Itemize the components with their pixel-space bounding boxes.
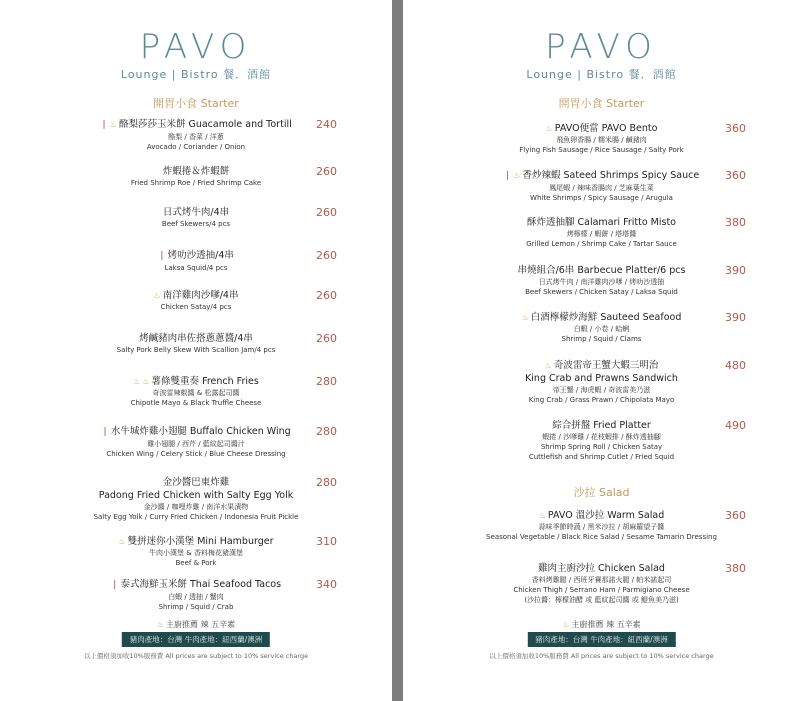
item-price: 260 [316, 249, 337, 262]
chef-recommend-icon: ♨ [156, 620, 165, 629]
item-description: Cuttlefish and Shrimp Cutlet / Fried Squid [528, 453, 675, 461]
item-description: Shrimp / Squid / Clams [561, 335, 642, 343]
item-description: 酪梨 / 香菜 / 洋蔥 [168, 133, 224, 141]
legend [0, 619, 392, 630]
logo-subtitle: Lounge | Bistro 餐．酒館 [526, 68, 677, 81]
logo-word: PAVO [545, 27, 658, 67]
item-price: 310 [316, 535, 337, 548]
item-price: 340 [316, 578, 337, 591]
item-description: 帝王蟹 / 海虎蝦 / 奇波雷美乃滋 [552, 386, 651, 394]
item-description: 蝦捲 / 沙嗲雞 / 花枝蝦排 / 酥炸透抽腳 [542, 433, 661, 441]
menu-page-left [0, 0, 392, 701]
spicy-icon: ❘ [100, 120, 108, 130]
spicy-icon: ❘ [101, 427, 109, 437]
legend-text: 主廚推薦 辣 五辛素 [166, 620, 236, 629]
page-separator [392, 0, 403, 701]
item-price: 480 [725, 359, 746, 372]
item-description: Salty Egg Yolk / Curry Fried Chicken / Indonesia Fruit Pickle [93, 513, 299, 521]
item-title-text: 綜合拼盤 Fried Platter [552, 420, 651, 431]
item-description: Chicken Wing / Celery Stick / Blue Cheese Dressing [106, 450, 286, 458]
section-title-salad: 沙拉 Salad [573, 486, 630, 499]
item-title-text: 烤叻沙透抽/4串 [167, 250, 234, 261]
item-description: Chicken Satay/4 pcs [160, 303, 232, 311]
item-description: Shrimp Spring Roll / Chicken Satay [540, 443, 663, 451]
item-description: Chipotle Mayo & Black Truffle Cheese [130, 399, 262, 407]
item-title-text: 奇波雷帝王蟹大蝦三明治 [553, 360, 659, 371]
item-title-text: 串燒組合/6串 Barbecue Platter/6 pcs [517, 265, 686, 276]
item-description: Avocado / Coriander / Onion [146, 143, 246, 151]
item-title-text: 雙拼迷你小漢堡 Mini Hamburger [127, 536, 274, 547]
chef-recommend-icon: ♨ [133, 377, 141, 386]
chef-recommend-icon: ♨ [545, 124, 553, 133]
item-description: 鳳尾蝦 / 辣味香腸肉 / 芝麻葉生菜 [549, 184, 654, 192]
logo-word: PAVO [139, 27, 253, 67]
item-title-text: 雞肉主廚沙拉 Chicken Salad [538, 563, 665, 574]
item-price: 240 [316, 118, 337, 131]
item-title-text: 炸蝦捲＆炸蝦餅 [162, 166, 230, 177]
item-title-text: PAVO 溫沙拉 Warm Salad [547, 510, 665, 521]
item-description: 日式烤牛肉 / 南洋雞肉沙嗲 / 烤叻沙透抽 [538, 278, 665, 286]
item-description: Laksa Squid/4 pcs [164, 264, 228, 272]
logo [403, 27, 800, 82]
item-title-english: King Crab and Prawns Sandwich [525, 373, 678, 384]
item-price: 280 [316, 425, 337, 438]
item-description: Fried Shrimp Roe / Fried Shrimp Cake [130, 179, 262, 187]
item-title-text: 白酒檸檬炒海鮮 Sauteed Seafood [530, 312, 682, 323]
item-price: 360 [725, 509, 746, 522]
item-price: 380 [725, 216, 746, 229]
item-price: 360 [725, 169, 746, 182]
meat-origin-badge: 豬肉產地：台灣 牛肉產地：紐西蘭/澳洲 [527, 632, 675, 647]
item-description: Salty Pork Belly Skew With Scallion Jam/4 pcs [116, 346, 276, 354]
item-description: 飛魚卵香腸 / 糯米腸 / 鹹豬肉 [556, 136, 647, 144]
item-description: Beef Skewers/4 pcs [161, 220, 231, 228]
section-title-starter: 開胃小食 Starter [153, 97, 239, 110]
legend [403, 619, 800, 630]
spicy-icon: ❘ [503, 171, 512, 181]
item-description: 烤檸檬 / 蝦餅 / 塔塔醬 [566, 230, 637, 238]
chef-recommend-icon: ♨ [521, 313, 529, 322]
item-description: 香料烤雞腿 / 西班牙賽那諾火腿 / 帕米諾起司 [531, 576, 672, 584]
spicy-icon: ❘ [158, 251, 166, 261]
item-title-text: 薯條雙重奏 French Fries [151, 376, 259, 387]
chef-recommend-icon: ♨ [513, 171, 521, 180]
item-title-text: 香炒辣蝦 Sateed Shrimps Spicy Sauce [522, 170, 700, 181]
item-price: 260 [316, 289, 337, 302]
item-price: 360 [725, 122, 746, 135]
item-description: Chicken Thigh / Serrano Ham / Parmigiano Cheese [513, 586, 690, 594]
item-title-text: 水牛城炸雞小翅腿 Buffalo Chicken Wing [110, 426, 291, 437]
menu-page-right [403, 0, 800, 701]
item-description: White Shrimps / Spicy Sausage / Arugula [530, 194, 673, 202]
item-title-english: Padong Fried Chicken with Salty Egg Yolk [98, 490, 294, 501]
item-title-text: 南洋雞肉沙嗲/4串 [162, 290, 239, 301]
item-price: 280 [316, 375, 337, 388]
item-price: 280 [316, 476, 337, 489]
chef-recommend-icon: ♨ [118, 537, 126, 546]
item-title-text: 金沙醬巴東炸雞 [162, 477, 230, 488]
logo [0, 27, 392, 82]
chef-recommend-icon: ♨ [562, 620, 570, 629]
item-description: King Crab / Grass Prawn / Chipolata Mayo [528, 396, 675, 404]
item-description: 奇波雷辣椒醬 & 松露起司醬 [152, 389, 240, 397]
chef-recommend-icon: ♨ [538, 511, 546, 520]
item-price: 490 [725, 419, 746, 432]
item-title-text: PAVO便當 PAVO Bento [554, 123, 658, 134]
item-price: 380 [725, 562, 746, 575]
service-charge-note: 以上價格須加收10%服務費 All prices are subject to 10% service charge [83, 652, 309, 660]
item-description: Beef & Pork [175, 559, 217, 567]
item-description: Seasonal Vegetable / Black Rice Salad / Sesame Tamarin Dressing [486, 533, 717, 541]
spicy-icon: ❘ [110, 580, 119, 590]
item-price: 390 [725, 311, 746, 324]
item-price: 260 [316, 165, 337, 178]
chef-recommend-icon: ♨ [544, 361, 552, 370]
chef-recommend-icon: ♨ [109, 120, 117, 129]
service-charge-note: 以上價格須加收10%服務費 All prices are subject to 10% service charge [489, 652, 714, 660]
item-description: 白蝦 / 小卷 / 蛤蜊 [573, 325, 630, 333]
item-title-text: 酪梨莎莎玉米餅 Guacamole and Tortill [118, 119, 292, 130]
item-price: 390 [725, 264, 746, 277]
item-title-text: 泰式海鮮玉米餅 Thai Seafood Tacos [120, 579, 282, 590]
item-description: Grilled Lemon / Shrimp Cake / Tartar Sauce [526, 240, 677, 248]
section-title-starter: 開胃小食 Starter [558, 97, 645, 110]
item-title-text: 烤鹹豬肉串佐搭蔥蔥醬/4串 [139, 333, 253, 344]
item-description: 蒜味季節時蔬 / 黑米沙拉 / 胡麻羅望子醬 [538, 523, 665, 531]
item-title-text: 日式烤牛肉/4串 [162, 207, 230, 218]
item-description: 白蝦 / 透抽 / 蟹肉 [168, 593, 224, 601]
chef-recommend-icon: ♨ [142, 377, 150, 386]
meat-origin-badge: 豬肉產地：台灣 牛肉產地：紐西蘭/澳洲 [122, 632, 270, 647]
item-description: 雞小翅腿 / 西芹 / 藍紋起司醬汁 [147, 440, 245, 448]
item-description: Beef Skewers / Chicken Satay / Laksa Squid [525, 288, 678, 296]
item-description: Flying Fish Sausage / Rice Sausage / Salty Pork [519, 146, 684, 154]
logo-subtitle: Lounge | Bistro 餐．酒館 [120, 68, 272, 81]
legend-text: 主廚推薦 辣 五辛素 [571, 620, 641, 629]
item-description: (沙拉醬：檸檬油醋 或 藍紋起司醬 或 鯷魚美乃滋) [524, 596, 679, 604]
item-title-text: 酥炸透抽腳 Calamari Fritto Misto [527, 217, 676, 228]
item-description: 牛肉小漢堡 & 香料梅花豬漢堡 [149, 549, 243, 557]
item-price: 260 [316, 206, 337, 219]
item-description: Shrimp / Squid / Crab [158, 603, 234, 611]
chef-recommend-icon: ♨ [153, 291, 161, 300]
item-price: 260 [316, 332, 337, 345]
item-description: 金沙醬 / 咖哩炸雞 / 南洋水果漬物 [143, 503, 249, 511]
